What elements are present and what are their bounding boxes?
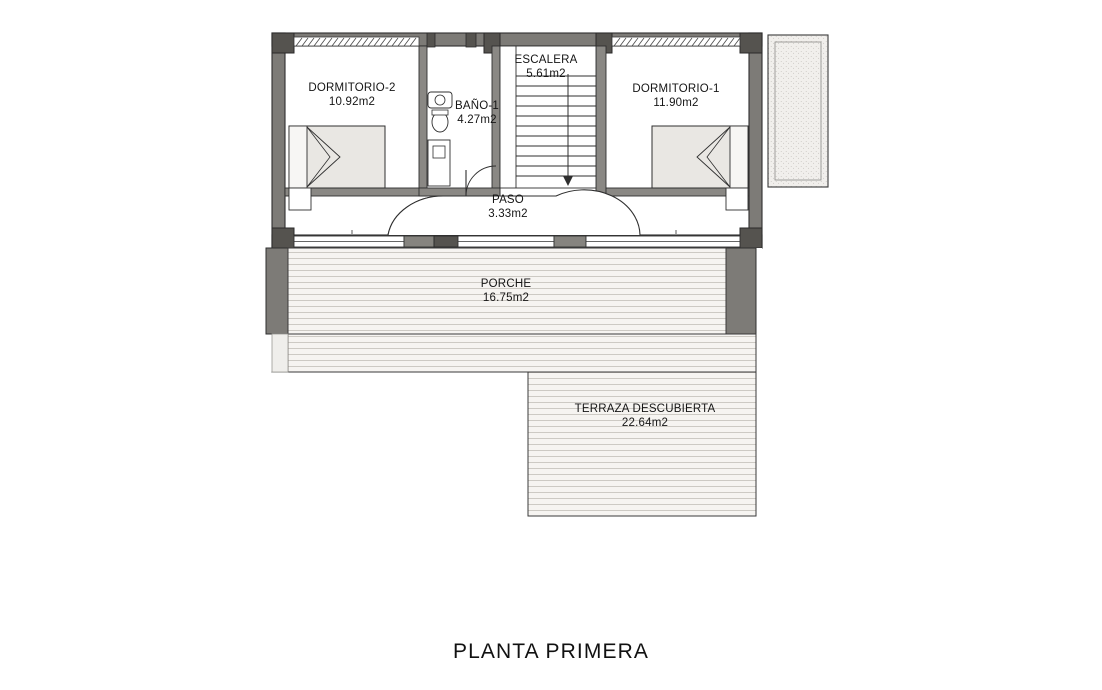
room-area: 5.61m2 [526, 67, 566, 80]
room-name: ESCALERA [514, 54, 578, 66]
room-area: 22.64m2 [621, 416, 669, 429]
room-label-bano-1 [427, 100, 527, 127]
room-name: DORMITORIO-1 [632, 83, 720, 95]
room-name: TERRAZA DESCUBIERTA [574, 403, 716, 415]
room-area: 10.92m2 [328, 95, 376, 108]
room-name: PORCHE [480, 278, 532, 290]
room-label-dormitorio-1 [606, 83, 746, 110]
room-area: 4.27m2 [457, 113, 497, 126]
room-area: 3.33m2 [488, 207, 528, 220]
plan-title: PLANTA PRIMERA [453, 640, 649, 663]
room-label-dormitorio-2 [282, 82, 422, 109]
room-name: PASO [492, 194, 524, 206]
room-label-escalera [486, 54, 606, 81]
room-area: 11.90m2 [653, 96, 699, 109]
room-label-terraza-descubierta [545, 403, 745, 430]
room-area: 16.75m2 [482, 291, 530, 304]
room-label-porche [436, 278, 576, 305]
room-name: BAÑO-1 [454, 100, 500, 112]
room-name: DORMITORIO-2 [308, 82, 396, 94]
room-label-paso [448, 194, 568, 221]
exterior-pool-area [768, 35, 828, 187]
